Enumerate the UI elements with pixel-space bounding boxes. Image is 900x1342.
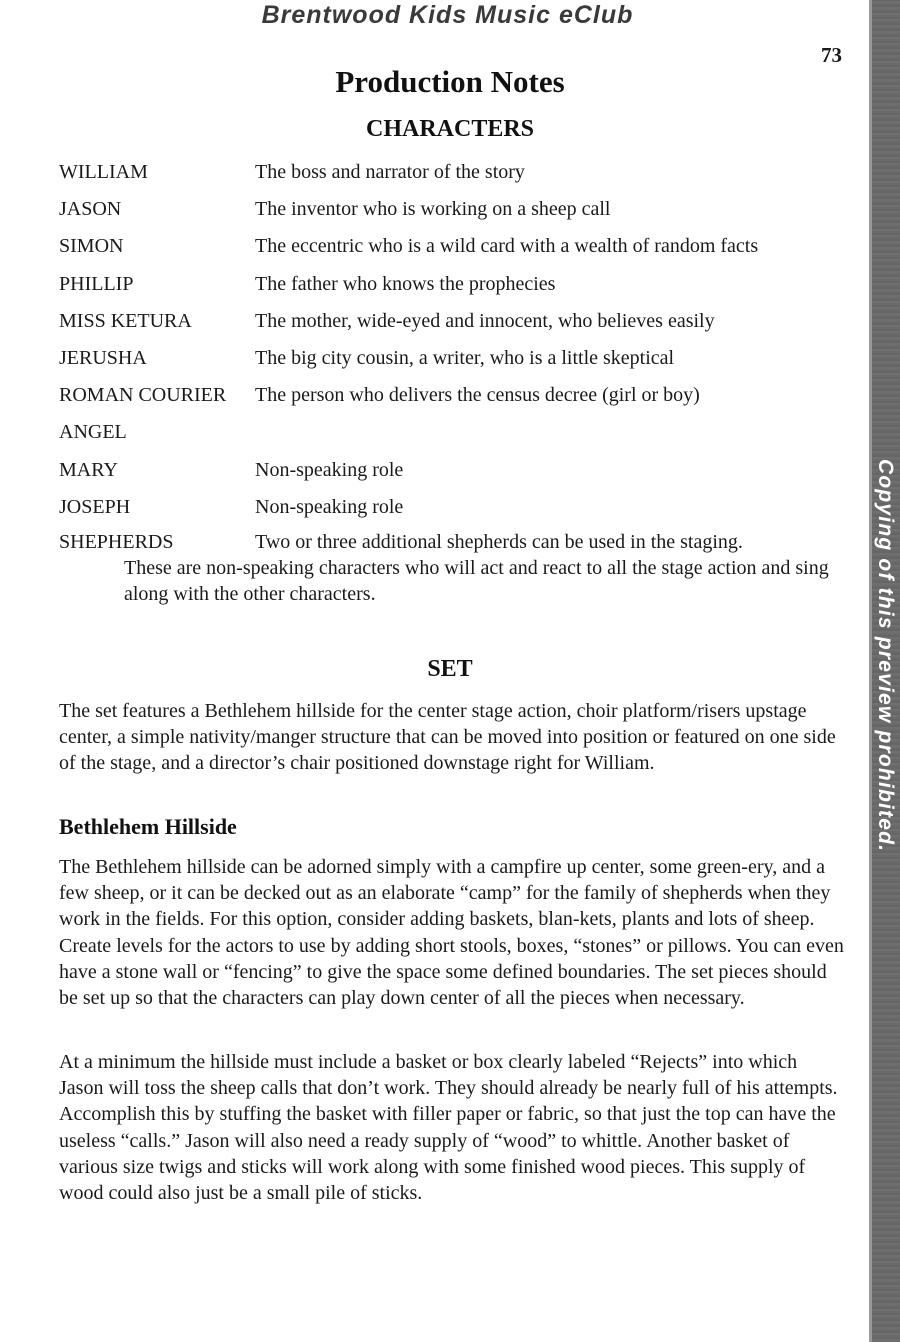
character-description: The big city cousin, a writer, who is a little skeptical: [255, 346, 675, 369]
character-name: SHEPHERDS: [59, 530, 174, 553]
character-description: The person who delivers the census decree (girl or boy): [255, 384, 700, 407]
character-name: JOSEPH: [59, 495, 131, 518]
hillside-paragraph: The Bethlehem hillside can be adorned simply with a campfire up center, some green-ery, and a few sheep, or it can be decked out as an elaborate “camp” for the family of shepherds when they work in the fields. For this option, consider adding baskets, blan-kets, plants and lots of sheep. Create levels for the actors to use by adding short stools, boxes, “stones” or pillows. You can even have a stone wall or “fencing” to give the space some defined boundaries. The set pieces should be set up so that the characters can play down center of all the pieces when necessary.: [59, 856, 844, 1010]
characters-heading: CHARACTERS: [365, 116, 535, 142]
character-row: [59, 417, 839, 454]
page-number: 73: [821, 43, 842, 67]
hillside-heading: Bethlehem Hillside: [59, 814, 237, 839]
character-description: Non-speaking role: [255, 458, 404, 481]
character-description: The father who knows the prophecies: [255, 272, 556, 295]
character-name: MARY: [59, 458, 118, 481]
character-description: The inventor who is working on a sheep call: [255, 198, 611, 221]
character-row: [59, 380, 839, 417]
character-description: The mother, wide-eyed and innocent, who believes easily: [255, 309, 715, 332]
character-description: The eccentric who is a wild card with a wealth of random facts: [255, 235, 759, 258]
character-row: [59, 194, 839, 231]
character-name: JERUSHA: [59, 346, 147, 369]
character-description: Non-speaking role: [255, 495, 404, 518]
set-intro-paragraph: The set features a Bethlehem hillside for the center stage action, choir platform/risers upstage center, a simple nativity/manger structure that can be moved into position or featured on one side of the stage, and a director’s chair positioned downstage right for William.: [59, 700, 836, 775]
character-name: MISS KETURA: [59, 309, 192, 332]
character-row: [59, 343, 839, 380]
character-description-continued: These are non-speaking characters who will act and react to all the stage action and sing along with the other characters.: [124, 556, 829, 605]
copy-prohibited-text: Copying of this preview prohibited.: [874, 459, 897, 853]
copy-prohibited-notice: [870, 459, 900, 884]
set-heading: SET: [427, 656, 473, 682]
character-row: [59, 306, 839, 343]
character-name: JASON: [59, 198, 122, 221]
character-row: [59, 492, 839, 529]
character-name: SIMON: [59, 235, 124, 258]
hillside-paragraph: At a minimum the hillside must include a basket or box clearly labeled “Rejects” into which Jason will toss the sheep calls that don’t work. They should already be nearly full of his attempts. Accomplish this by stuffing the basket with filler paper or fabric, so that just the top can have the useless “calls.” Jason will also need a ready supply of “wood” to whittle. Another basket of various size twigs and sticks will work along with some finished wood pieces. This supply of wood could also just be a small pile of sticks.: [59, 1051, 838, 1205]
character-row: [59, 157, 839, 194]
character-name: PHILLIP: [59, 272, 134, 295]
character-row: [59, 231, 839, 268]
character-name: ANGEL: [59, 421, 127, 444]
character-list: [59, 157, 839, 607]
character-row: [59, 455, 839, 492]
page-title: Production Notes: [335, 64, 565, 99]
character-row: [59, 269, 839, 306]
character-description: Two or three additional shepherds can be used in the staging.: [255, 530, 743, 553]
character-name: WILLIAM: [59, 161, 148, 183]
character-row-shepherds: [59, 529, 839, 607]
club-header: Brentwood Kids Music eClub: [261, 1, 634, 29]
character-description: The boss and narrator of the story: [255, 161, 525, 183]
character-name: ROMAN COURIER: [59, 384, 227, 407]
